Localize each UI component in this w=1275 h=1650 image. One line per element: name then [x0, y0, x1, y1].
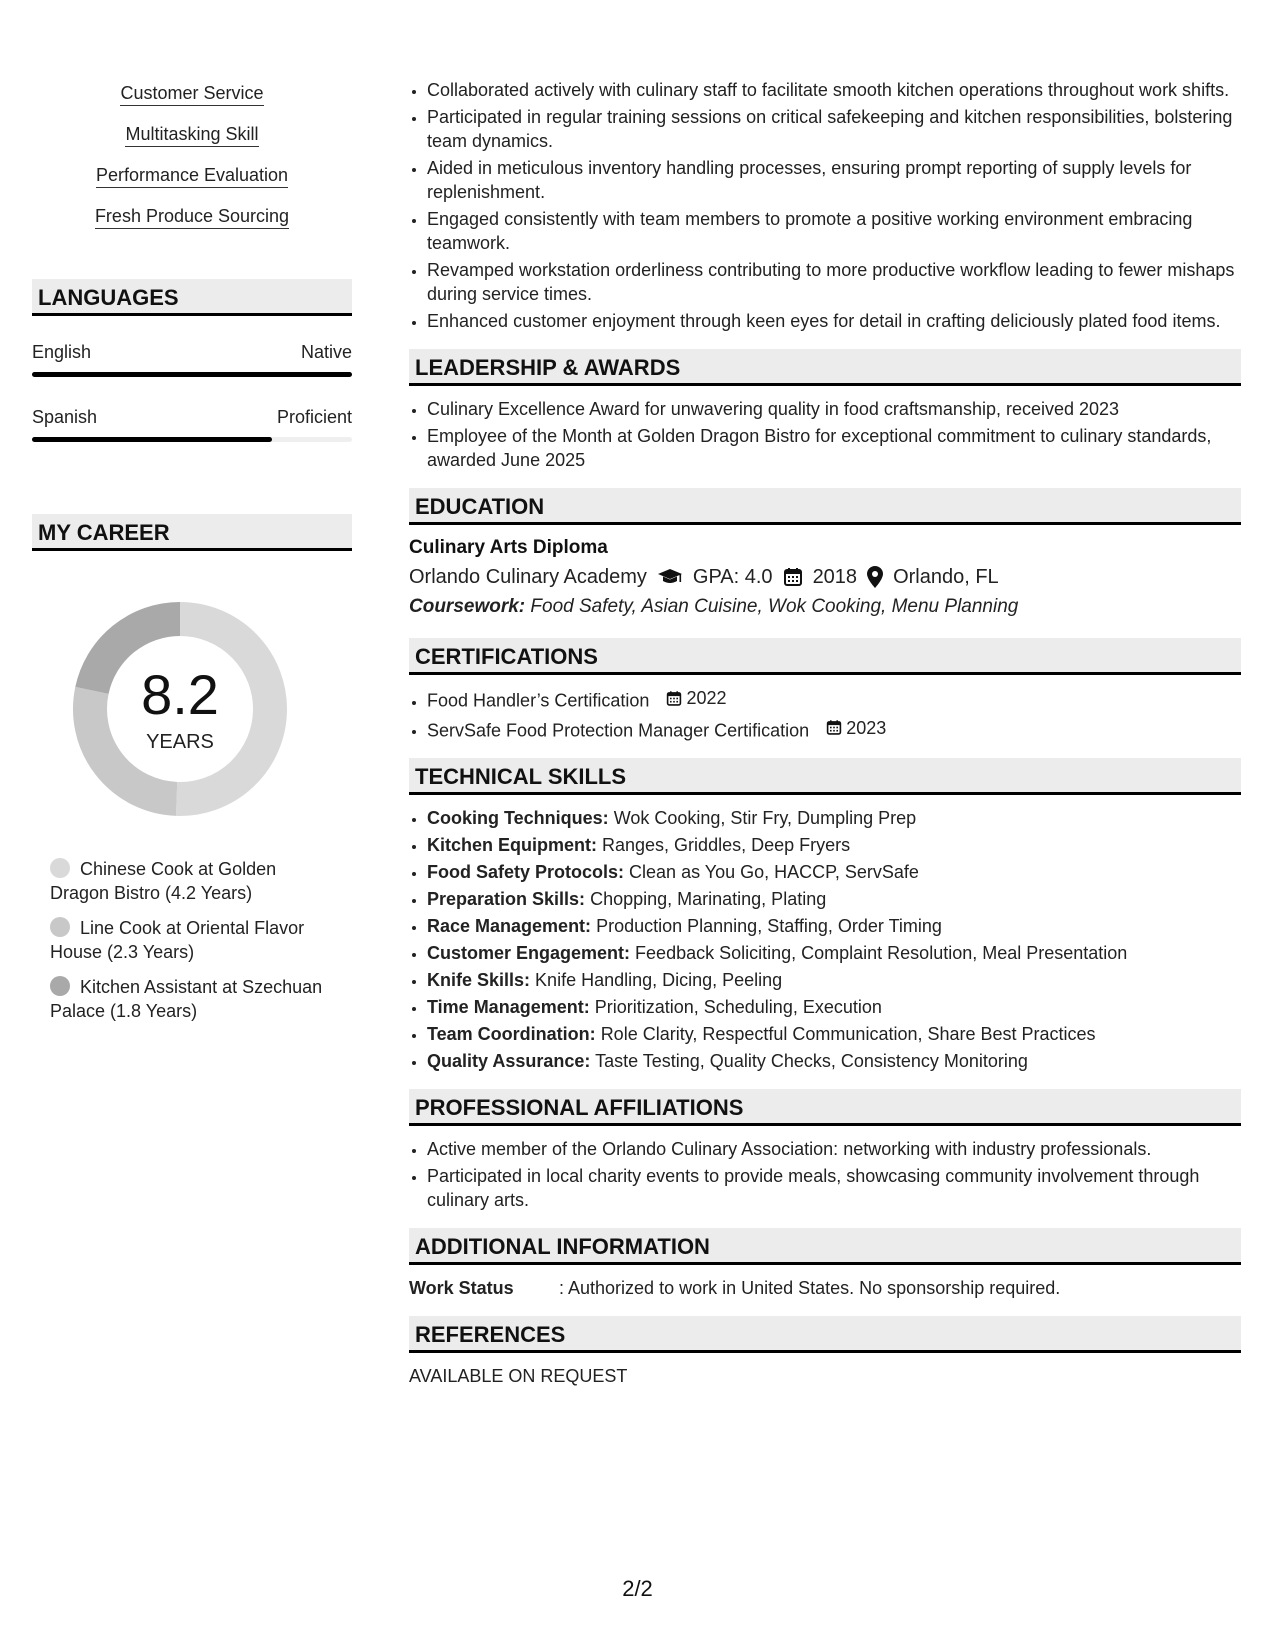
- skill-value: Chopping, Marinating, Plating: [590, 889, 827, 909]
- certification-item: [427, 716, 1241, 743]
- education-degree: Culinary Arts Diploma: [409, 537, 608, 558]
- skill-tag: Fresh Produce Sourcing: [95, 207, 289, 229]
- career-legend-label: Line Cook at Oriental Flavor House (2.3 Years): [50, 918, 305, 962]
- skill-label: Cooking Techniques:: [427, 808, 609, 828]
- skill-value: Feedback Soliciting, Complaint Resolution, Meal Presentation: [635, 943, 1128, 963]
- skill-label: Preparation Skills:: [427, 889, 586, 909]
- calendar-icon: [666, 690, 682, 707]
- skill-tag: Multitasking Skill: [125, 125, 258, 147]
- language-bar: [32, 437, 352, 442]
- certification-name: ServSafe Food Protection Manager Certification: [427, 720, 810, 740]
- graduation-cap-icon: [657, 568, 683, 586]
- skill-label: Knife Skills:: [427, 970, 531, 990]
- award-item: • Culinary Excellence Award for unwavering quality in food craftsmanship, received 2023: [427, 397, 1241, 421]
- technical-skill-item: [427, 914, 1241, 938]
- skills-list: [32, 84, 352, 229]
- language-item: [32, 342, 352, 377]
- certifications-section: [409, 638, 1241, 742]
- career-legend-item: [50, 975, 330, 1023]
- calendar-icon: [826, 719, 842, 736]
- legend-dot: [50, 976, 70, 996]
- education-gpa: GPA: 4.0: [692, 566, 773, 588]
- references-heading: REFERENCES: [409, 1316, 1241, 1353]
- language-bar: [32, 372, 352, 377]
- work-status-row: [409, 1276, 1241, 1300]
- language-name: Spanish: [32, 407, 98, 427]
- experience-bullet: • Participated in regular training sessions on critical safekeeping and kitchen responsibilities, bolstering team dynamics.: [427, 105, 1241, 153]
- career-legend-item: [50, 857, 330, 905]
- skill-tag: Performance Evaluation: [96, 166, 288, 188]
- education-coursework: [409, 592, 1241, 622]
- certification-item: [427, 686, 1241, 713]
- skill-label: Team Coordination:: [427, 1024, 596, 1044]
- experience-bullet: • Collaborated actively with culinary staff to facilitate smooth kitchen operations throughout work shifts.: [427, 78, 1241, 102]
- education-heading: EDUCATION: [409, 488, 1241, 525]
- experience-bullet: • Revamped workstation orderliness contributing to more productive workflow leading to fewer mishaps during service times.: [427, 258, 1241, 306]
- language-bar-fill: [32, 372, 352, 377]
- career-legend: [50, 857, 330, 1023]
- career-legend-item: [50, 916, 330, 964]
- certification-year: 2022: [686, 688, 727, 708]
- skill-label: Quality Assurance:: [427, 1051, 591, 1071]
- coursework-value: Food Safety, Asian Cuisine, Wok Cooking, Menu Planning: [530, 596, 1019, 617]
- technical-skill-item: [427, 806, 1241, 830]
- coursework-label: Coursework:: [409, 596, 526, 617]
- certifications-heading: CERTIFICATIONS: [409, 638, 1241, 675]
- career-unit: YEARS: [146, 731, 214, 753]
- affiliation-item: • Participated in local charity events to provide meals, showcasing community involvement through culinary arts.: [427, 1164, 1241, 1212]
- technical-skill-item: [427, 1049, 1241, 1073]
- career-total: 8.2: [141, 663, 219, 726]
- location-pin-icon: [867, 566, 883, 588]
- right-column: [409, 78, 1241, 1388]
- skill-label: Time Management:: [427, 997, 590, 1017]
- references-text: AVAILABLE ON REQUEST: [409, 1366, 628, 1386]
- technical-skill-item: [427, 887, 1241, 911]
- career-legend-label: Kitchen Assistant at Szechuan Palace (1.8 Years): [50, 977, 323, 1021]
- skill-value: Production Planning, Staffing, Order Timing: [596, 916, 942, 936]
- education-year: 2018: [812, 566, 858, 588]
- education-school: Orlando Culinary Academy: [409, 566, 647, 588]
- affiliations-heading: PROFESSIONAL AFFILIATIONS: [409, 1089, 1241, 1126]
- affiliations-section: [409, 1089, 1241, 1212]
- skill-tag: Customer Service: [120, 84, 263, 106]
- page-number: 2/2: [622, 1576, 653, 1601]
- experience-bullet: • Enhanced customer enjoyment through keen eyes for detail in crafting deliciously plated food items.: [427, 309, 1241, 333]
- skill-label: Food Safety Protocols:: [427, 862, 625, 882]
- skill-label: Kitchen Equipment:: [427, 835, 597, 855]
- skill-value: Taste Testing, Quality Checks, Consistency Monitoring: [595, 1051, 1028, 1071]
- technical-skill-item: [427, 833, 1241, 857]
- education-details: [409, 562, 1241, 592]
- language-item: [32, 407, 352, 442]
- career-legend-label: Chinese Cook at Golden Dragon Bistro (4.2 Years): [50, 859, 277, 903]
- languages-heading: LANGUAGES: [32, 279, 352, 316]
- legend-dot: [50, 917, 70, 937]
- technical-skills-heading: TECHNICAL SKILLS: [409, 758, 1241, 795]
- leadership-section: [409, 349, 1241, 472]
- education-location: Orlando, FL: [893, 566, 999, 588]
- experience-bullets: [409, 78, 1241, 333]
- skill-label: Race Management:: [427, 916, 592, 936]
- left-column: [32, 84, 352, 1034]
- technical-skill-item: [427, 968, 1241, 992]
- skill-value: Role Clarity, Respectful Communication, Share Best Practices: [600, 1024, 1096, 1044]
- career-donut: [66, 595, 294, 823]
- technical-skill-item: [427, 1022, 1241, 1046]
- additional-info-heading: ADDITIONAL INFORMATION: [409, 1228, 1241, 1265]
- skill-label: Customer Engagement:: [427, 943, 631, 963]
- award-item: • Employee of the Month at Golden Dragon Bistro for exceptional commitment to culinary standards, awarded June 2025: [427, 424, 1241, 472]
- experience-bullet: • Engaged consistently with team members to promote a positive working environment embracing teamwork.: [427, 207, 1241, 255]
- language-name: English: [32, 342, 92, 362]
- leadership-heading: LEADERSHIP & AWARDS: [409, 349, 1241, 386]
- experience-bullet: • Aided in meticulous inventory handling processes, ensuring prompt reporting of supply levels for replenishment.: [427, 156, 1241, 204]
- technical-skills-section: [409, 758, 1241, 1073]
- skill-value: Prioritization, Scheduling, Execution: [594, 997, 882, 1017]
- career-heading: MY CAREER: [32, 514, 352, 551]
- technical-skill-item: [427, 941, 1241, 965]
- technical-skill-item: [427, 860, 1241, 884]
- calendar-icon: [783, 567, 803, 587]
- language-level: Proficient: [276, 407, 352, 427]
- certification-name: Food Handler’s Certification: [427, 690, 650, 711]
- certification-year: 2023: [846, 717, 887, 738]
- skill-value: Clean as You Go, HACCP, ServSafe: [629, 862, 919, 882]
- skill-value: Wok Cooking, Stir Fry, Dumpling Prep: [613, 808, 917, 828]
- technical-skills-list: [409, 806, 1241, 1073]
- technical-skill-item: [427, 995, 1241, 1019]
- legend-dot: [50, 858, 70, 878]
- language-level: Native: [300, 342, 352, 362]
- work-status-value: : Authorized to work in United States. No sponsorship required.: [559, 1278, 1061, 1298]
- skill-value: Ranges, Griddles, Deep Fryers: [602, 835, 851, 855]
- education-section: [409, 488, 1241, 622]
- work-status-label: Work Status: [409, 1278, 514, 1298]
- language-bar-fill: [32, 437, 272, 442]
- affiliation-item: • Active member of the Orlando Culinary Association: networking with industry professionals.: [427, 1137, 1241, 1161]
- skill-value: Knife Handling, Dicing, Peeling: [535, 970, 783, 990]
- references-section: [409, 1316, 1241, 1388]
- additional-info-section: [409, 1228, 1241, 1300]
